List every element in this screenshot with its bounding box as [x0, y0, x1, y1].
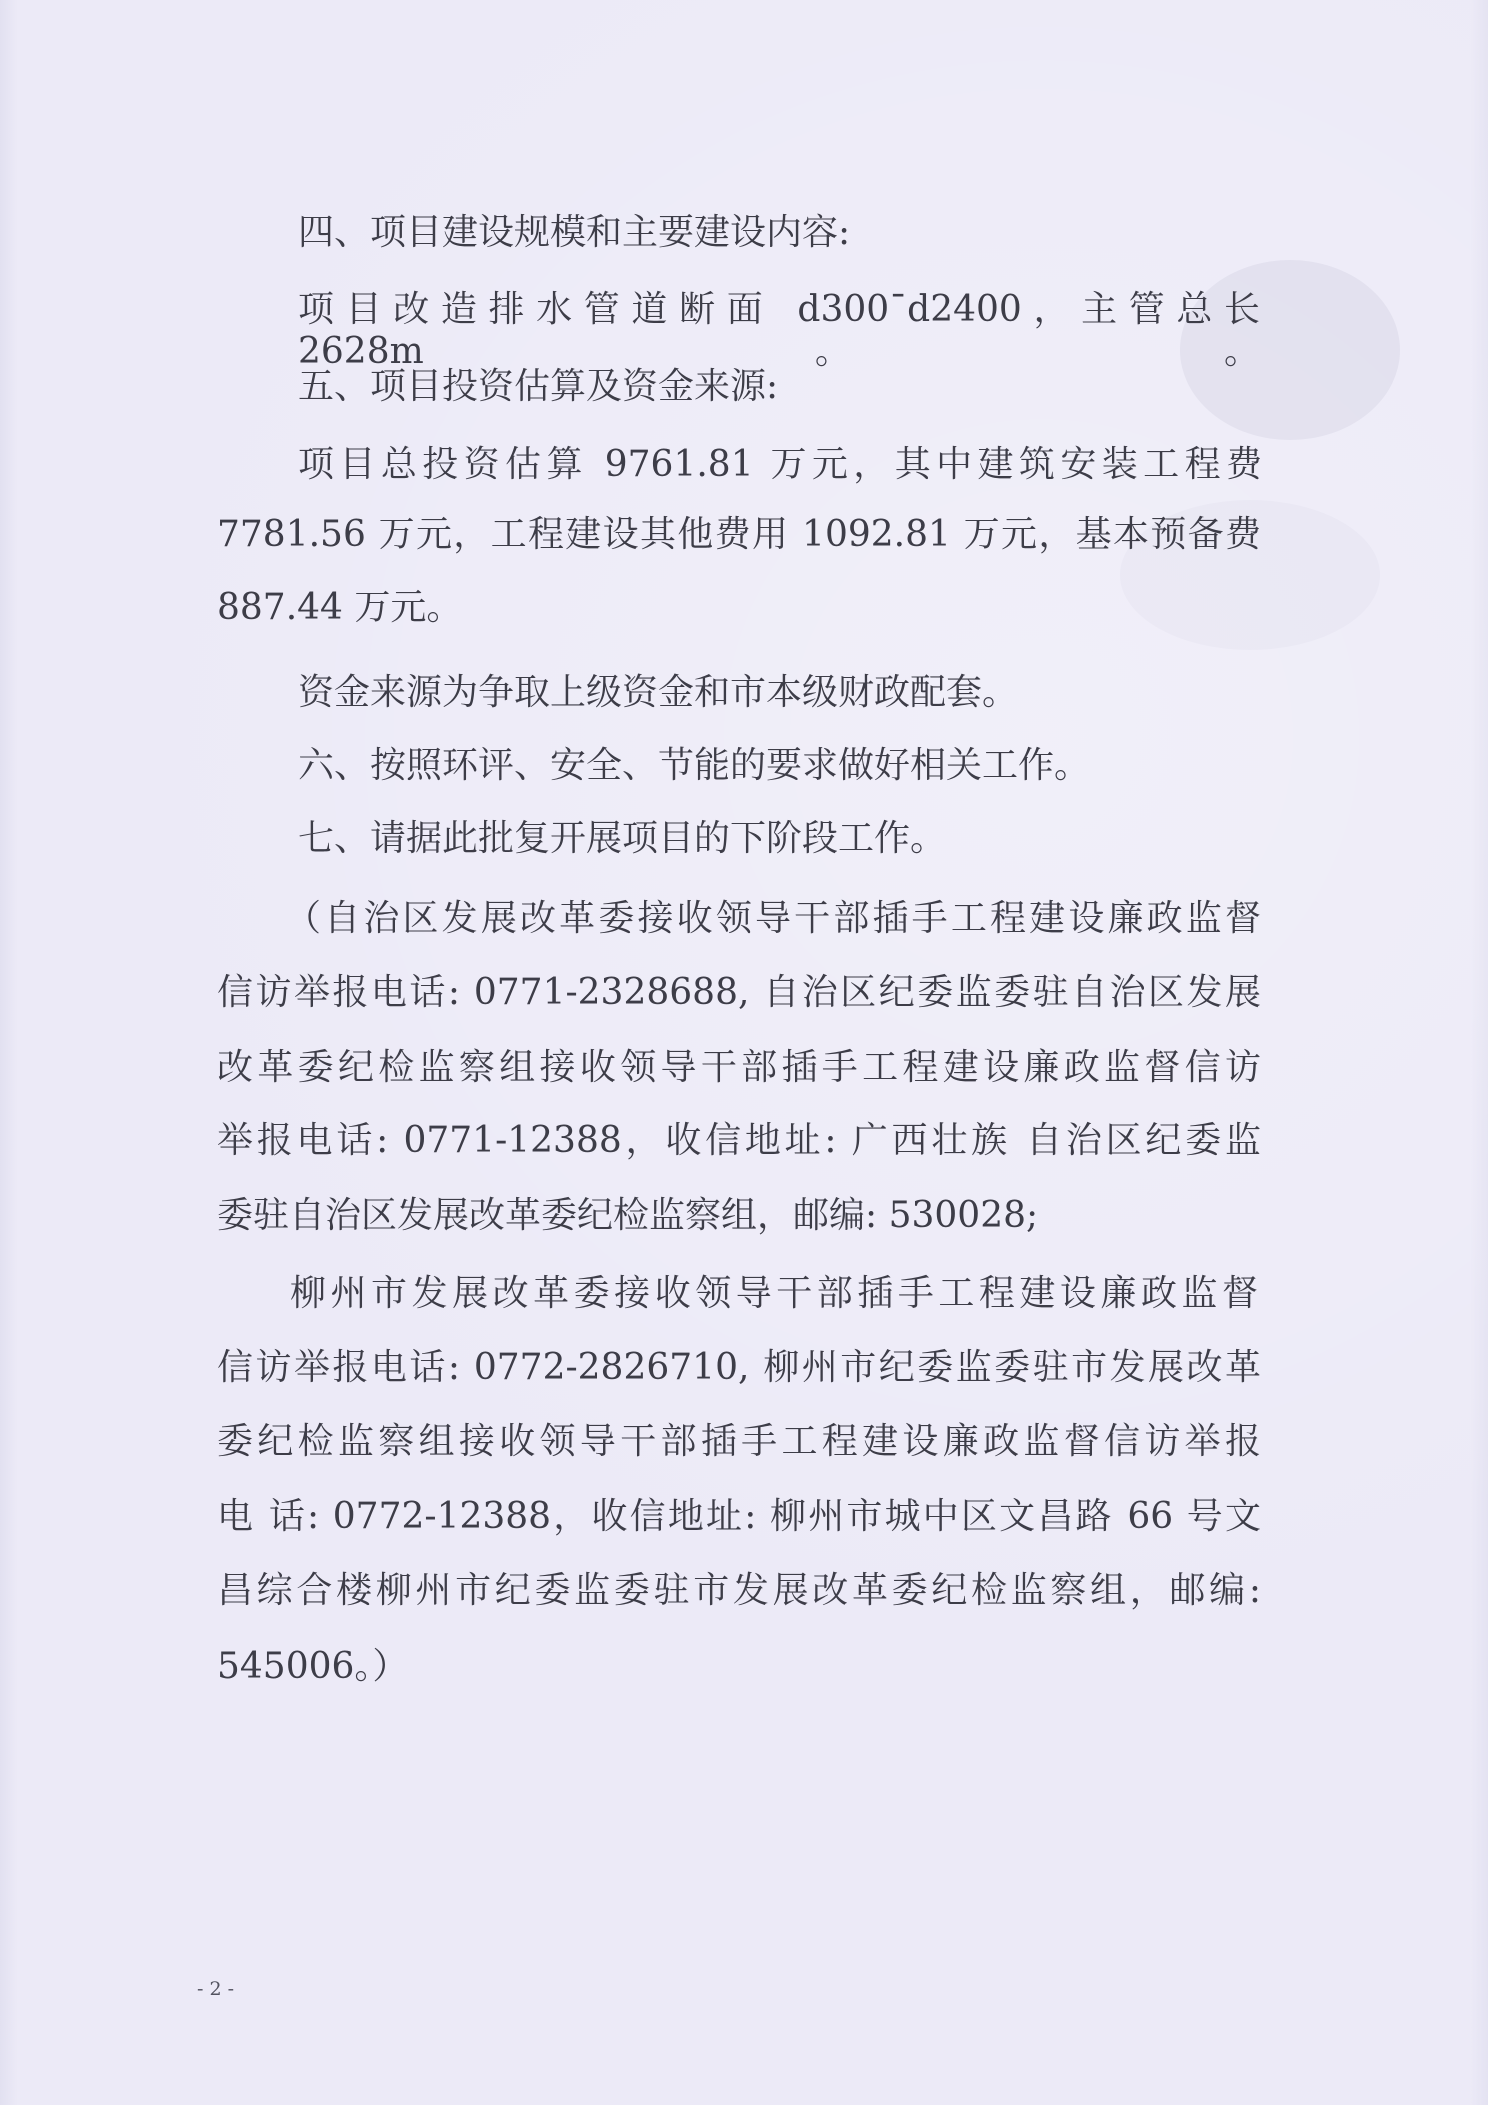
page-number: - 2 - [197, 1978, 235, 2000]
liuzhou-notice-line-2: 信访举报电话: 0772-2826710, 柳州市纪委监委驻市发展改革 [217, 1347, 1261, 1388]
liuzhou-notice-line-6: 545006。） [217, 1646, 409, 1687]
section-four-heading: 四、项目建设规模和主要建设内容: [298, 212, 851, 253]
funding-source-line: 资金来源为争取上级资金和市本级财政配套。 [298, 672, 1019, 713]
report-notice-line-3: 改革委纪检监察组接收领导干部插手工程建设廉政监督信访 [217, 1047, 1261, 1088]
section-five-heading: 五、项目投资估算及资金来源: [298, 366, 779, 407]
liuzhou-notice-line-1: 柳州市发展改革委接收领导干部插手工程建设廉政监督 [290, 1273, 1258, 1314]
liuzhou-notice-line-5: 昌综合楼柳州市纪委监委驻市发展改革委纪检监察组，邮编: [217, 1570, 1261, 1611]
report-notice-line-4: 举报电话: 0771-12388，收信地址: 广西壮族 自治区纪委监 [217, 1120, 1261, 1161]
construction-content-line: 项目改造排水管道断面 d300¯d2400，主管总长 2628m。。 [298, 289, 1260, 372]
report-notice-line-1: （自治区发展改革委接收领导干部插手工程建设廉政监督 [285, 898, 1261, 939]
report-notice-line-5: 委驻自治区发展改革委纪检监察组，邮编: 530028; [217, 1195, 1039, 1236]
liuzhou-notice-line-4: 电 话: 0772-12388，收信地址: 柳州市城中区文昌路 66 号文 [217, 1496, 1261, 1537]
section-seven-line: 七、请据此批复开展项目的下阶段工作。 [298, 818, 947, 859]
section-six-line: 六、按照环评、安全、节能的要求做好相关工作。 [298, 745, 1091, 786]
report-notice-line-2: 信访举报电话: 0771-2328688, 自治区纪委监委驻自治区发展 [217, 972, 1261, 1013]
investment-line-3: 887.44 万元。 [217, 587, 463, 628]
investment-line-2: 7781.56 万元，工程建设其他费用 1092.81 万元，基本预备费 [217, 514, 1261, 555]
investment-line-1: 项目总投资估算 9761.81 万元，其中建筑安装工程费 [298, 444, 1262, 485]
liuzhou-notice-line-3: 委纪检监察组接收领导干部插手工程建设廉政监督信访举报 [217, 1421, 1261, 1462]
